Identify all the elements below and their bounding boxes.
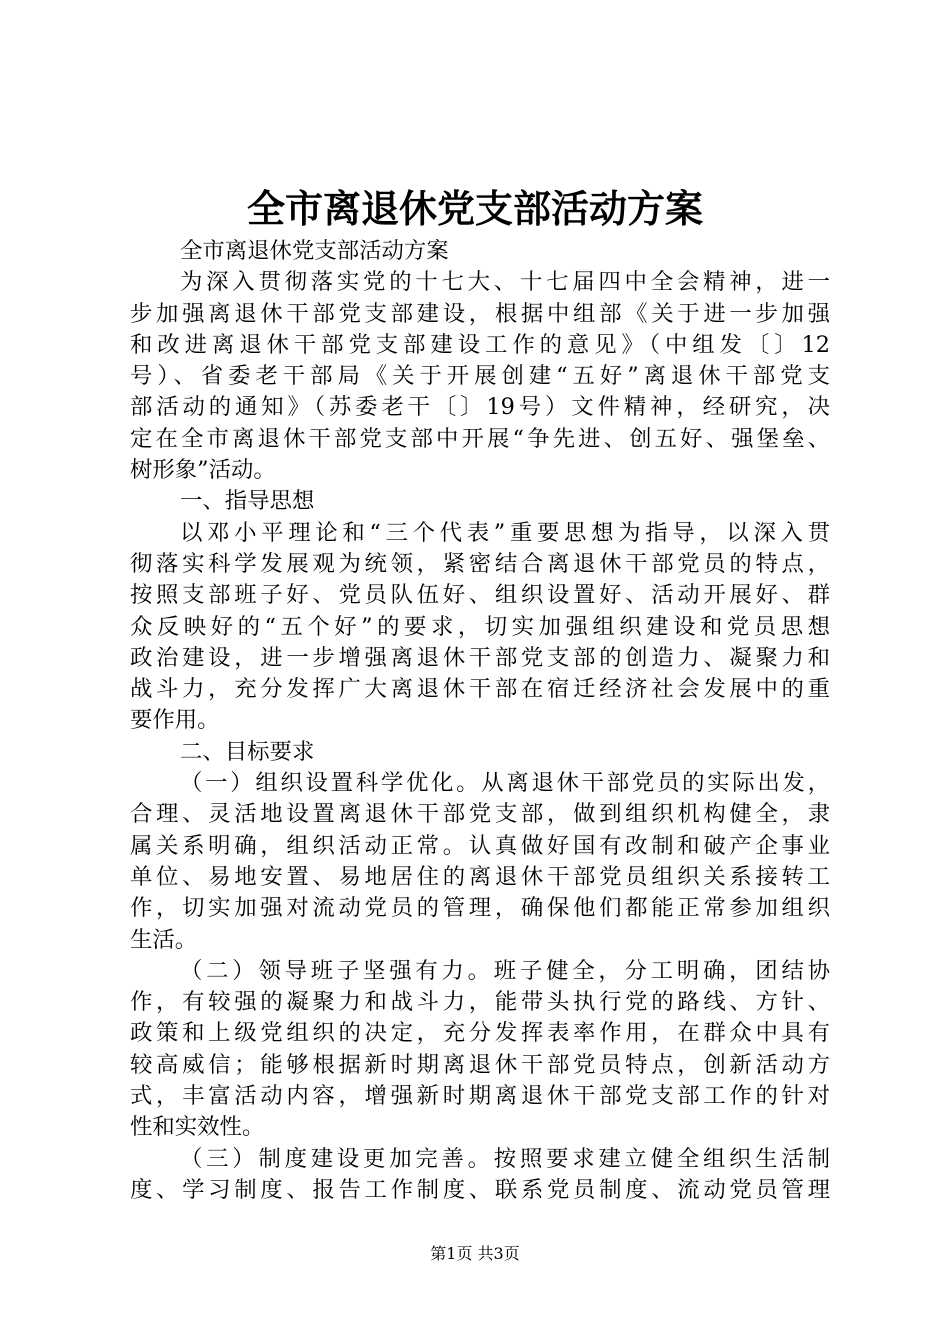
text-line: 单位、易地安置、易地居住的离退休干部党员组织关系接转工: [130, 863, 830, 890]
text-line: 彻落实科学发展观为统领，紧密结合离退休干部党员的特点，: [130, 550, 830, 577]
document-body: [130, 236, 830, 1206]
text-line: 战斗力，充分发挥广大离退休干部在宿迁经济社会发展中的重: [130, 676, 830, 703]
text-line: 要作用。: [130, 707, 220, 734]
text-line: 部活动的通知》（苏委老干〔〕19号）文件精神，经研究，决: [130, 394, 830, 421]
text-line: 作，有较强的凝聚力和战斗力，能带头执行党的路线、方针、: [130, 989, 830, 1016]
text-line: （一）组织设置科学优化。从离退休干部党员的实际出发，: [180, 770, 830, 797]
text-line: 一、指导思想: [180, 488, 315, 515]
text-line: 众反映好的“五个好”的要求，切实加强组织建设和党员思想: [130, 613, 830, 640]
text-line: 较高威信；能够根据新时期离退休干部党员特点，创新活动方: [130, 1051, 830, 1078]
text-line: 政治建设，进一步增强离退休干部党支部的创造力、凝聚力和: [130, 644, 830, 671]
text-line: 合理、灵活地设置离退休干部党支部，做到组织机构健全，隶: [130, 801, 830, 828]
document-title: 全市离退休党支部活动方案: [246, 186, 703, 231]
text-line: 生活。: [130, 926, 198, 953]
text-line: 定在全市离退休干部党支部中开展“争先进、创五好、强堡垒、: [130, 425, 830, 452]
text-line: 为深入贯彻落实党的十七大、十七届四中全会精神，进一: [180, 269, 830, 296]
text-line: 全市离退休党支部活动方案: [180, 238, 449, 264]
text-line: 和改进离退休干部党支部建设工作的意见》（中组发〔〕12: [130, 331, 830, 358]
text-line: 式，丰富活动内容，增强新时期离退休干部党支部工作的针对: [130, 1083, 830, 1110]
text-line: （三）制度建设更加完善。按照要求建立健全组织生活制: [180, 1145, 830, 1172]
text-line: 属关系明确，组织活动正常。认真做好国有改制和破产企事业: [130, 832, 830, 859]
text-line: 以邓小平理论和“三个代表”重要思想为指导，以深入贯: [180, 519, 830, 546]
page-footer: 第1页 共3页: [430, 1244, 520, 1263]
text-line: 政策和上级党组织的决定，充分发挥表率作用，在群众中具有: [130, 1020, 830, 1047]
text-line: 作，切实加强对流动党员的管理，确保他们都能正常参加组织: [130, 895, 830, 922]
text-line: 树形象”活动。: [130, 457, 276, 484]
text-line: 按照支部班子好、党员队伍好、组织设置好、活动开展好、群: [130, 582, 830, 609]
text-line: 性和实效性。: [130, 1114, 265, 1141]
text-line: 号）、省委老干部局《关于开展创建“五好”离退休干部党支: [130, 363, 830, 390]
text-line: 二、目标要求: [180, 738, 315, 765]
text-line: 步加强离退休干部党支部建设，根据中组部《关于进一步加强: [130, 300, 830, 327]
text-line: 度、学习制度、报告工作制度、联系党员制度、流动党员管理: [130, 1176, 830, 1203]
text-line: （二）领导班子坚强有力。班子健全，分工明确，团结协: [180, 957, 830, 984]
